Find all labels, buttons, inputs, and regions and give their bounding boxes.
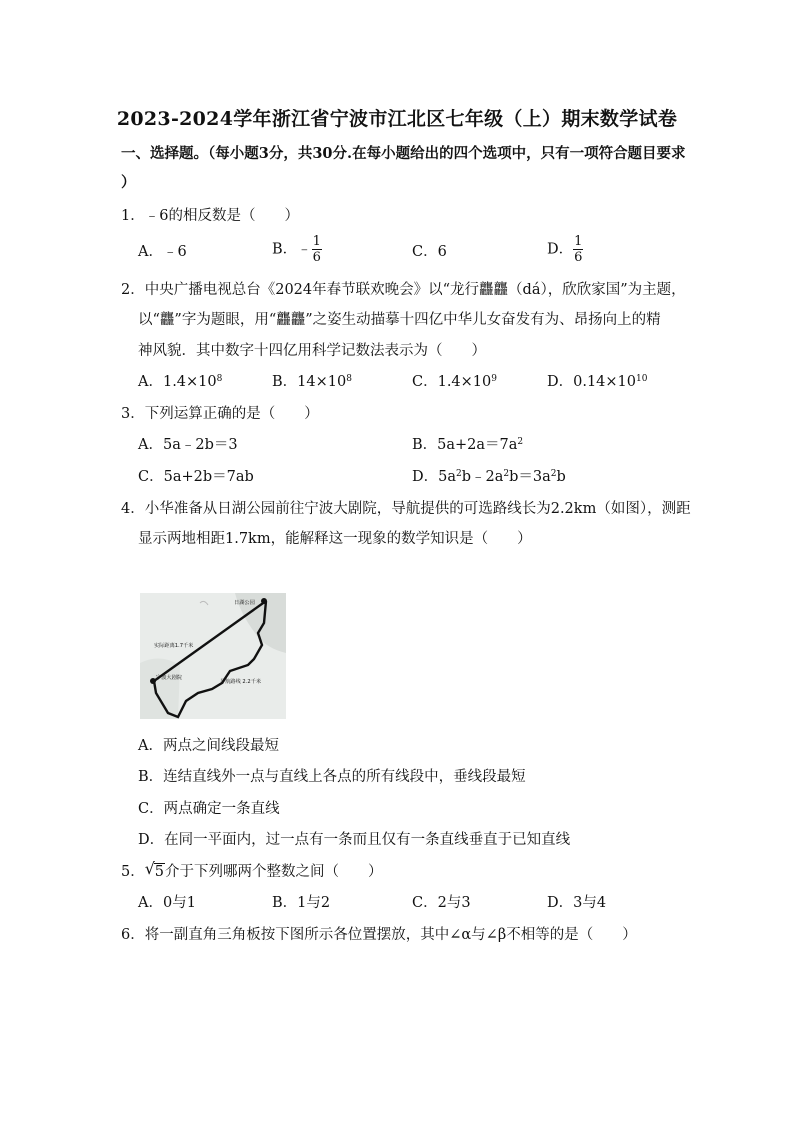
q2-option-c (412, 372, 497, 392)
q1-option-b-sign: ﹣ (297, 241, 312, 258)
q3-option-d-exp3: 2 (550, 469, 557, 479)
q2-option-d-text: D．0.14×10 (547, 374, 637, 390)
q4-stem-line1: 4．小华准备从日湖公园前往宁波大剧院，导航提供的可选路线长为2.2km（如图），测距 (121, 501, 691, 517)
q2-option-b (272, 372, 352, 392)
q1-option-d-fraction (573, 234, 583, 265)
map-label-park: 日湖公园 (234, 600, 255, 606)
q3-option-d-part4: b (556, 469, 566, 485)
q3-stem: 3．下列运算正确的是（ ） (121, 406, 319, 422)
route-map-figure (140, 593, 286, 719)
section-header: 一、选择题。（每小题3分，共30分.在每小题给出的四个选项中，只有一项符合题目要求 (121, 145, 686, 162)
sqrt-expression (144, 859, 165, 882)
q2-option-b-text: B．14×10 (272, 374, 347, 390)
q4-stem-line2: 显示两地相距1.7km，能解释这一现象的数学知识是（ ） (138, 531, 532, 547)
q4-option-b: B．连结直线外一点与直线上各点的所有线段中，垂线段最短 (138, 769, 526, 785)
q5-option-c: C．2与3 (412, 895, 471, 911)
q3-option-d-part2: b﹣2a (461, 469, 504, 485)
q4-option-a: A．两点之间线段最短 (138, 738, 279, 754)
q2-option-c-exp: 9 (491, 374, 497, 384)
q3-option-d-part3: b＝3a (509, 469, 551, 485)
q1-option-b-label: B． (272, 241, 298, 258)
q5-option-d: D．3与4 (547, 895, 607, 911)
q3-option-d-exp2: 2 (503, 469, 510, 479)
q3-option-d (412, 467, 566, 487)
q1-option-d-label: D． (547, 241, 574, 258)
q2-option-d (547, 372, 647, 392)
q1-option-c: C．6 (412, 244, 447, 260)
q3-option-a: A．5a﹣2b＝3 (138, 437, 238, 453)
q5-stem-text: 介于下列哪两个整数之间（ ） (164, 864, 383, 880)
exam-title: 2023-2024学年浙江省宁波市江北区七年级（上）期末数学试卷 (116, 108, 678, 130)
fraction-numerator: 1 (312, 234, 321, 249)
q3-option-d-part1: D．5a (412, 469, 456, 485)
q1-option-b-fraction (312, 234, 322, 265)
q1-option-a: A．﹣6 (138, 244, 187, 260)
map-label-theater: 宁波大剧院 (156, 675, 182, 681)
q2-option-c-text: C．1.4×10 (412, 374, 492, 390)
fraction-denominator: 6 (574, 250, 583, 265)
fraction-numerator: 1 (574, 234, 583, 249)
q1-option-d (547, 234, 583, 265)
radicand: 5 (154, 864, 164, 880)
q3-option-b-exp: 2 (517, 437, 524, 447)
q5-option-a: A．0与1 (138, 895, 196, 911)
q5-stem (121, 859, 383, 882)
q3-option-b-text: B．5a+2a＝7a (412, 437, 518, 453)
q6-stem: 6．将一副直角三角板按下图所示各位置摆放，其中∠α与∠β不相等的是（ ） (121, 927, 637, 943)
q3-option-c: C．5a+2b＝7ab (138, 469, 254, 485)
q1-option-b (272, 234, 322, 265)
q2-stem-line1: 2．中央广播电视总台《2024年春节联欢晚会》以“龙行龘龘（dá），欣欣家国”为主题， (121, 282, 686, 298)
q2-option-d-exp: 10 (636, 374, 648, 384)
q3-option-d-exp1: 2 (456, 469, 462, 479)
radical-sign: √ (144, 859, 155, 878)
q4-option-d: D．在同一平面内，过一点有一条而且仅有一条直线垂直于已知直线 (138, 832, 571, 848)
section-header-cont: ） (121, 174, 136, 191)
q5-option-b: B．1与2 (272, 895, 331, 911)
q2-stem-line2: 以“龘”字为题眼，用“龘龘”之姿生动描摹十四亿中华儿女奋发有为、昂扬向上的精 (138, 312, 661, 328)
q2-stem-line3: 神风貌．其中数字十四亿用科学记数法表示为（ ） (138, 343, 486, 359)
q1-stem: 1．﹣6的相反数是（ ） (121, 208, 299, 224)
q2-option-b-exp: 8 (346, 374, 352, 384)
q3-option-b (412, 435, 523, 455)
q2-option-a (138, 372, 222, 392)
q5-number: 5． (121, 864, 145, 880)
q2-option-a-exp: 8 (216, 374, 223, 384)
map-label-distance: 实际距离1.7千米 (154, 643, 194, 649)
fraction-denominator: 6 (312, 250, 321, 265)
park-marker (261, 598, 267, 604)
map-label-route: 导航路线 2.2千米 (220, 679, 262, 685)
q4-option-c: C．两点确定一条直线 (138, 801, 280, 817)
q2-option-a-text: A．1.4×10 (138, 374, 217, 390)
